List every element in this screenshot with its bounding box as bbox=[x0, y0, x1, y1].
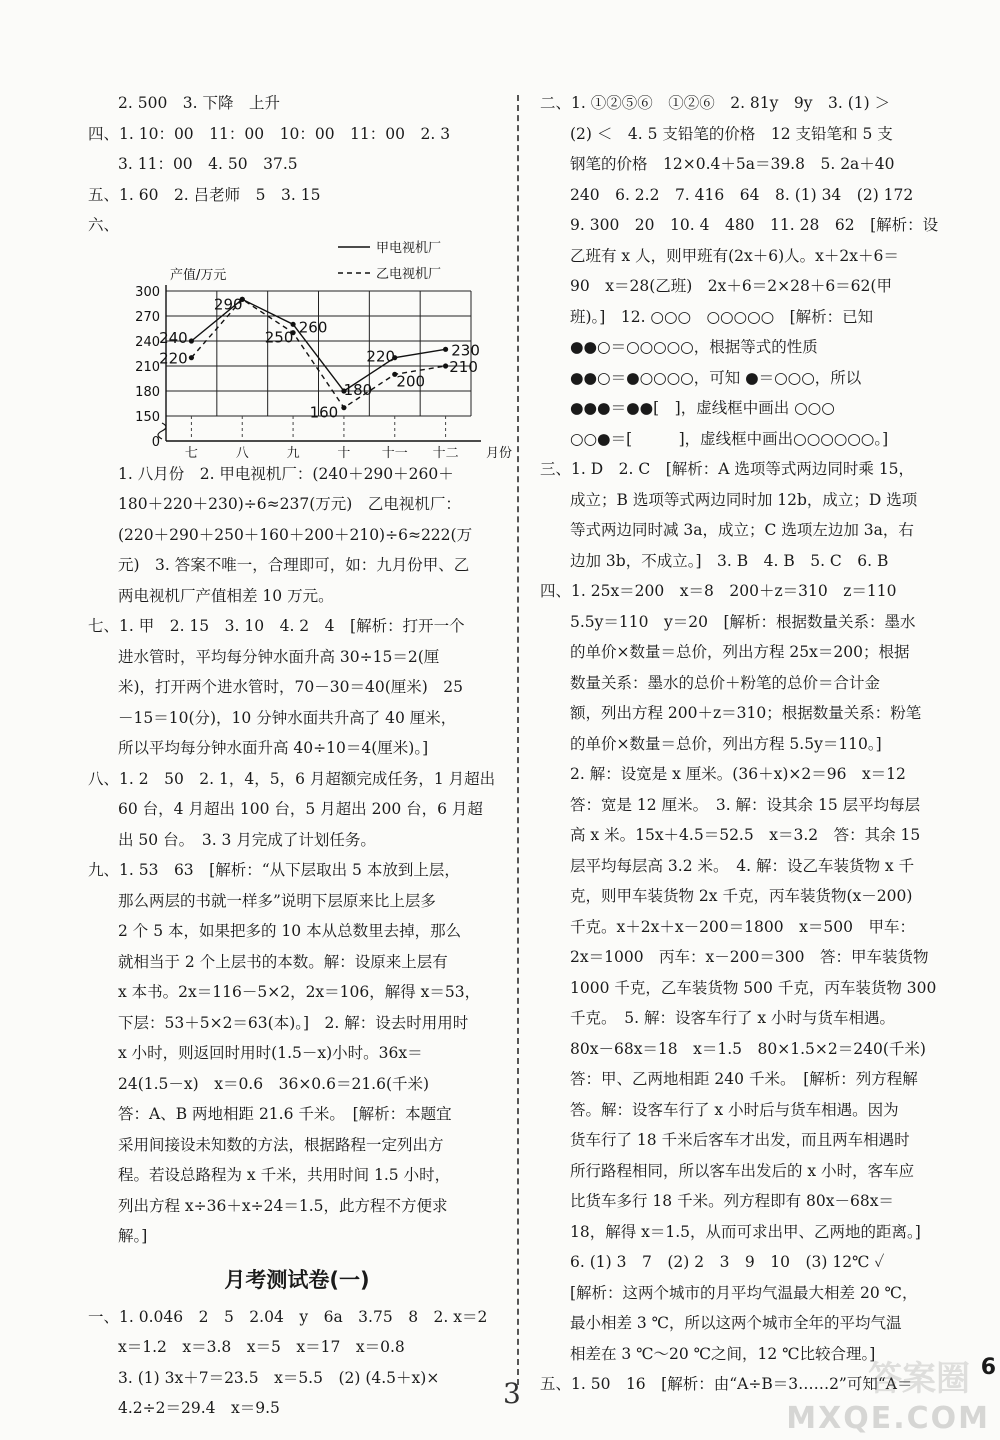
text-line: 九、1. 53 63 [解析：“从下层取出 5 本放到上层， bbox=[88, 861, 460, 879]
text-line: 钢笔的价格 12×0.4＋5a＝39.8 5. 2a＋40 bbox=[570, 155, 895, 173]
text-line: 答。解：设客车行了 x 小时后与货车相遇。因为 bbox=[570, 1100, 899, 1119]
text-line: 层平均每层高 3.2 米。 4. 解：设乙车装货物 x 千 bbox=[570, 856, 915, 875]
text-line: 的单价×数量＝总价，列出方程 25x＝200；根据 bbox=[570, 643, 910, 661]
text-line: x 本书。2x＝116－5×2，2x＝106，解得 x＝53， bbox=[118, 983, 481, 1001]
text-line: 千克。 5. 解：设客车行了 x 小时与货车相遇。 bbox=[570, 1009, 896, 1027]
y-tick-label: 240 bbox=[135, 334, 160, 350]
text-line: 七、1. 甲 2. 15 3. 10 4. 2 4 [解析：打开一个 bbox=[88, 617, 465, 635]
data-label: 240 bbox=[159, 328, 188, 347]
text-line: 相差在 3 ℃～20 ℃之间，12 ℃比较合理。] bbox=[570, 1344, 876, 1363]
text-line: 班)。] 12. ○○○ ○○○○○ [解析：已知 bbox=[570, 307, 874, 326]
text-line: 答：A、B 两地相距 21.6 千米。 [解析：本题宜 bbox=[118, 1105, 452, 1123]
data-point bbox=[189, 355, 194, 360]
text-line: 米)，打开两个进水管时，70－30＝40(厘米) 25 bbox=[118, 678, 464, 696]
text-line: 三、1. D 2. C [解析：A 选项等式两边同时乘 15， bbox=[540, 460, 915, 478]
data-label: 250 bbox=[264, 328, 294, 347]
section-title: 月考测试卷(一) bbox=[224, 1267, 370, 1292]
text-line: 80x－68x＝18 x＝1.5 80×1.5×2＝240(千米) bbox=[570, 1039, 926, 1058]
chart-svg bbox=[88, 240, 513, 461]
y-tick-label: 210 bbox=[135, 359, 160, 375]
text-line: (2) ＜ 4. 5 支铅笔的价格 12 支铅笔和 5 支 bbox=[570, 124, 893, 143]
y-tick-label: 0 bbox=[151, 434, 160, 450]
watermark: MXQE.COM bbox=[786, 1401, 990, 1436]
text-line: 解。] bbox=[118, 1227, 148, 1245]
text-line: 2. 500 3. 下降 上升 bbox=[118, 94, 281, 112]
legend-label: 乙电视机厂 bbox=[376, 266, 442, 282]
data-label: 290 bbox=[213, 294, 243, 313]
text-line: 6. (1) 3 7 (2) 2 3 9 10 (3) 12℃ ✓ bbox=[570, 1253, 885, 1271]
text-line: 二、1. ①②⑤⑥ ①②⑥ 2. 81y 9y 3. (1) ＞ bbox=[540, 94, 891, 112]
line-chart bbox=[88, 240, 513, 461]
text-line: 9. 300 20 10. 4 480 11. 28 62 [解析：设 bbox=[570, 216, 939, 234]
data-point bbox=[443, 363, 448, 368]
text-line: [解析：这两个城市的月平均气温最大相差 20 ℃， bbox=[570, 1283, 918, 1302]
text-line: ●●○＝●○○○○，可知 ●＝○○○，所以 bbox=[570, 368, 862, 387]
text-line: 180＋220＋230)÷6≈237(万元) 乙电视机厂： bbox=[118, 495, 461, 513]
text-line: 1. 八月份 2. 甲电视机厂：(240＋290＋260＋ bbox=[118, 464, 454, 483]
data-label: 230 bbox=[451, 340, 480, 359]
text-line: 的单价×数量＝总价，列出方程 5.5y＝110。] bbox=[570, 734, 882, 753]
text-line: 两电视机厂产值相差 10 万元。 bbox=[118, 586, 334, 605]
data-label: 260 bbox=[298, 317, 328, 336]
legend-label: 甲电视机厂 bbox=[376, 240, 442, 256]
text-line: (220＋290＋250＋160＋200＋210)÷6≈222(万 bbox=[118, 525, 473, 544]
data-point bbox=[341, 405, 346, 410]
text-line: 边加 3b，不成立。] 3. B 4. B 5. C 6. B bbox=[570, 551, 889, 570]
text-line: 高 x 米。15x＋4.5＝52.5 x＝3.2 答：其余 15 bbox=[570, 826, 921, 844]
text-line: 克，则甲车装货物 2x 千克，丙车装货物(x－200) bbox=[570, 887, 913, 905]
text-line: 五、1. 60 2. 吕老师 5 3. 15 bbox=[88, 185, 321, 204]
text-line: ●●●＝●●[ ]，虚线框中画出 ○○○ bbox=[570, 399, 835, 417]
data-label: 210 bbox=[449, 357, 478, 376]
answers-part-3 bbox=[88, 1302, 506, 1424]
data-label: 180 bbox=[343, 380, 373, 399]
text-line: 24(1.5－x) x＝0.6 36×0.6＝21.6(千米) bbox=[118, 1074, 430, 1093]
data-label: 200 bbox=[396, 371, 426, 390]
data-label: 220 bbox=[366, 347, 396, 366]
answers-part-1 bbox=[88, 88, 506, 241]
text-line: ○○●＝[ ]，虚线框中画出○○○○○○。] bbox=[570, 429, 889, 448]
y-tick-label: 150 bbox=[135, 409, 160, 425]
text-line: －15＝10(分)，10 分钟水面共升高了 40 厘米， bbox=[118, 708, 457, 727]
text-line: 乙班有 x 人，则甲班有(2x＋6)人。x＋2x＋6＝ bbox=[570, 246, 899, 265]
text-line: 那么两层的书就一样多”说明下层原来比上层多 bbox=[118, 891, 436, 910]
page-number: 6 bbox=[980, 1355, 996, 1380]
text-line: 下层：53＋5×2＝63(本)。] 2. 解：设去时用用时 bbox=[118, 1013, 469, 1032]
text-line: 采用间接设未知数的方法，根据路程一定列出方 bbox=[118, 1135, 444, 1154]
text-line: 60 台，4 月超出 100 台，5 月超出 200 台，6 月超 bbox=[118, 800, 483, 818]
text-line: 5.5y＝110 y＝20 [解析：根据数量关系：墨水 bbox=[570, 612, 916, 631]
text-line: 240 6. 2.2 7. 416 64 8. (1) 34 (2) 172 bbox=[570, 185, 914, 204]
x-tick-label: 十 bbox=[337, 445, 351, 461]
text-line: 列出方程 x÷36＋x÷24＝1.5，此方程不方便求 bbox=[118, 1196, 448, 1215]
text-line: 额，列出方程 200＋z＝310；根据数量关系：粉笔 bbox=[570, 704, 922, 722]
text-line: 等式两边同时减 3a，成立；C 选项左边加 3a，右 bbox=[570, 521, 914, 539]
text-line: 五、1. 50 16 [解析：由“A÷B＝3……2”可知“A＝ bbox=[540, 1375, 913, 1393]
text-line: 最小相差 3 ℃，所以这两个城市全年的平均气温 bbox=[570, 1314, 902, 1332]
right-column bbox=[540, 88, 990, 1400]
text-line: 成立；B 选项等式两边同时加 12b，成立；D 选项 bbox=[570, 490, 918, 509]
text-line: 一、1. 0.046 2 5 2.04 y 6a 3.75 8 2. x＝2 bbox=[88, 1307, 488, 1326]
text-line: 比货车多行 18 千米。列方程即有 80x－68x＝ bbox=[570, 1192, 894, 1210]
data-point bbox=[443, 346, 448, 351]
text-line: 八、1. 2 50 2. 1，4，5，6 月超额完成任务，1 月超出 bbox=[88, 769, 496, 788]
left-column bbox=[88, 88, 513, 1424]
text-line: 六、 bbox=[88, 216, 120, 234]
text-line: 四、1. 25x＝200 x＝8 200＋z＝310 z＝110 bbox=[540, 582, 897, 600]
answers-part-2 bbox=[88, 459, 506, 1252]
x-tick-label: 十一 bbox=[381, 445, 408, 461]
x-tick-label: 七 bbox=[184, 445, 198, 461]
text-line: 90 x＝28(乙班) 2x＋6＝2×28＋6＝62(甲 bbox=[570, 277, 892, 295]
text-line: 答：宽是 12 厘米。 3. 解：设其余 15 层平均每层 bbox=[570, 795, 921, 814]
y-tick-label: 300 bbox=[135, 284, 160, 300]
text-line: 1000 千克，乙车装货物 500 千克，丙车装货物 300 bbox=[570, 978, 937, 997]
text-line: 就相当于 2 个上层书的本数。解：设原来上层有 bbox=[118, 952, 448, 971]
text-line: 2 个 5 本，如果把多的 10 本从总数里去掉，那么 bbox=[118, 922, 462, 940]
x-tick-label: 十二 bbox=[432, 445, 459, 461]
y-tick-label: 180 bbox=[135, 384, 160, 400]
text-line: 进水管时，平均每分钟水面升高 30÷15＝2(厘 bbox=[118, 647, 440, 666]
text-line: 元) 3. 答案不唯一，合理即可，如：九月份甲、乙 bbox=[118, 556, 470, 574]
text-line: 程。若设总路程为 x 千米，共用时间 1.5 小时， bbox=[118, 1166, 451, 1184]
y-tick-label: 270 bbox=[135, 309, 160, 325]
text-line: 3. (1) 3x＋7＝23.5 x＝5.5 (2) (4.5＋x)× bbox=[118, 1368, 440, 1387]
text-line: x＝1.2 x＝3.8 x＝5 x＝17 x＝0.8 bbox=[118, 1338, 405, 1356]
x-tick-label: 八 bbox=[235, 445, 249, 461]
text-line: 2x＝1000 丙车：x－200＝300 答：甲车装货物 bbox=[570, 948, 929, 966]
text-line: 货车行了 18 千米后客车才出发，而且两车相遇时 bbox=[570, 1131, 910, 1149]
data-point bbox=[189, 338, 194, 343]
y-axis-label: 产值/万元 bbox=[170, 267, 227, 283]
text-line: 3. 11：00 4. 50 37.5 bbox=[118, 155, 298, 173]
watermark-cn: 答案圈 bbox=[868, 1359, 970, 1399]
text-line: 出 50 台。 3. 3 月完成了计划任务。 bbox=[118, 830, 376, 849]
x-tick-label: 九 bbox=[286, 445, 300, 461]
text-line: 4.2÷2＝29.4 x＝9.5 bbox=[118, 1399, 280, 1417]
data-label: 160 bbox=[309, 403, 339, 422]
text-line: ●●○＝○○○○○，根据等式的性质 bbox=[570, 338, 818, 356]
handwritten-mark: 3 bbox=[503, 1377, 521, 1410]
data-label: 220 bbox=[159, 349, 188, 368]
data-point bbox=[290, 321, 295, 326]
text-line: 18，解得 x＝1.5，从而可求出甲、乙两地的距离。] bbox=[570, 1222, 921, 1241]
x-axis-label: 月份 bbox=[485, 445, 513, 461]
text-line: 四、1. 10：00 11：00 10：00 11：00 2. 3 bbox=[88, 124, 451, 143]
text-line: 答：甲、乙两地相距 240 千米。 [解析：列方程解 bbox=[570, 1070, 918, 1088]
text-line: 2. 解：设宽是 x 厘米。(36＋x)×2＝96 x＝12 bbox=[570, 765, 906, 783]
text-line: 千克。x＋2x＋x－200＝1800 x＝500 甲车： bbox=[570, 917, 915, 936]
text-line: x 小时，则返回时用时(1.5－x)小时。36x＝ bbox=[118, 1044, 423, 1062]
text-line: 所行路程相同，所以客车出发后的 x 小时，客车应 bbox=[570, 1161, 915, 1180]
text-line: 所以平均每分钟水面升高 40÷10＝4(厘米)。] bbox=[118, 739, 429, 757]
column-divider bbox=[517, 95, 519, 1385]
text-line: 数量关系：墨水的总价＋粉笔的总价＝合计金 bbox=[570, 673, 881, 692]
